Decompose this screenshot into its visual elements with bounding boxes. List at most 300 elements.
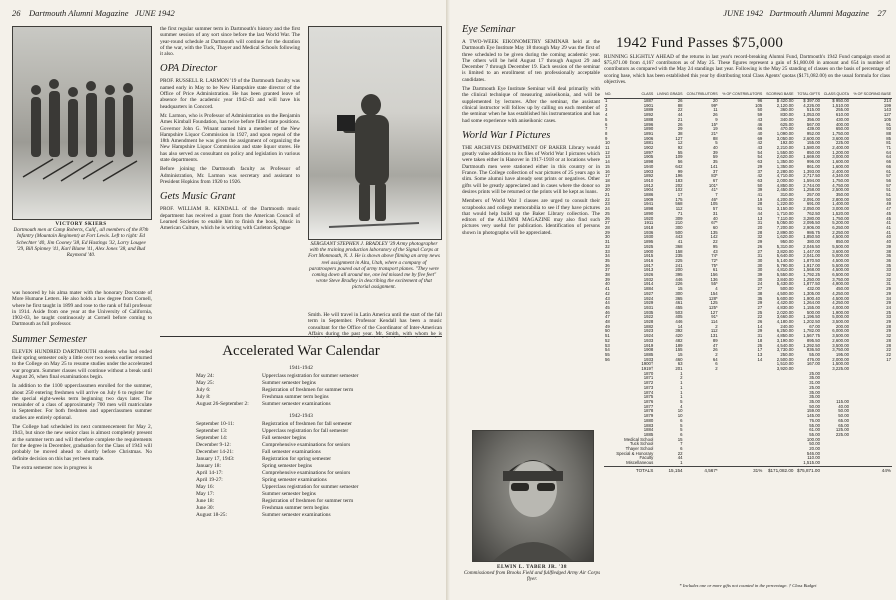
- fund-cell: 1924: [643, 333, 654, 339]
- calendar-event: Registration of freshmen for summer term: [262, 498, 354, 504]
- fund-cell: 18: [605, 177, 610, 183]
- fund-cell: 1919: [643, 342, 654, 348]
- fund-cell: 44: [677, 112, 683, 118]
- fund-cell: 1880: [643, 417, 654, 423]
- fund-cell: 32: [757, 234, 763, 240]
- fund-cell: 39: [605, 276, 610, 282]
- fund-cell: 1,782.00: [803, 328, 821, 334]
- fund-cell: 1884: [643, 427, 654, 433]
- fund-cell: 5,200.00: [832, 220, 849, 226]
- fund-cell: 4,000.00: [832, 304, 849, 310]
- fund-cell: 27: [757, 304, 763, 310]
- fund-cell: 1,520.00: [832, 210, 849, 216]
- fund-cell: 1873: [643, 384, 654, 390]
- calendar-row: [160, 373, 442, 380]
- fund-cell: 1,917.00: [803, 262, 821, 268]
- fund-cell: 199: [883, 102, 891, 108]
- fund-cell: 1882: [643, 323, 654, 329]
- fund-cell: 40: [712, 145, 718, 151]
- calendar-row: [160, 491, 442, 498]
- fund-cell: 201: [675, 366, 683, 372]
- fund-cell: 1,510.00: [776, 361, 794, 367]
- skiers-figures-drawing: [13, 27, 151, 219]
- fund-cell: 19: [605, 182, 610, 188]
- fund-cell: 135: [710, 229, 718, 235]
- fund-cell: 59: [757, 112, 763, 118]
- fund-cell: 850.00: [835, 239, 849, 245]
- fund-cell: 2,050.00: [803, 206, 821, 212]
- calendar-row: [160, 477, 442, 484]
- fund-cell: 1,600.00: [832, 159, 849, 165]
- calendar-event: Comprehensive examinations for seniors: [262, 442, 351, 448]
- fund-cell: 1,568.00: [803, 267, 821, 273]
- honorary-degree-paragraph: was honored by his alma mater with the honorary Doctorate of More Humane Letters. He also holds a law degree from Cornell, where he first taught in 1899 and rose to the rank of full professor in 1914. Aside from one year at the University of California, 1902-03, he taught continuously at Cornell before coming to Dartmouth as full professor.: [12, 290, 152, 328]
- fund-cell: 446: [675, 276, 683, 282]
- calendar-date: April 14-17:: [196, 470, 223, 476]
- fund-cell: 4: [680, 403, 683, 409]
- fund-cell: 22: [757, 314, 763, 320]
- fund-cell: 34: [886, 295, 891, 301]
- fund-cell: 47: [712, 342, 718, 348]
- fund-cell: 28: [886, 337, 891, 343]
- fund-cell: 1904: [643, 187, 654, 193]
- fund-cell: 142: [710, 234, 718, 240]
- war-calendar-title: Accelerated War Calendar: [222, 343, 380, 359]
- fund-cell: 183: [675, 177, 683, 183]
- eye-ww1-column: [462, 24, 600, 424]
- fund-cell: 91: [886, 121, 891, 127]
- fund-cell: 14: [605, 159, 610, 165]
- fund-cell: 476.00: [806, 356, 821, 362]
- fund-cell: 1890: [643, 210, 654, 216]
- ww1-paragraph-1: THE ARCHIVES DEPARTMENT OF BAKER Library would greatly value additions to its files of World War I pictures which were taken either in Hanover in 1917-1918 or at locations where Dartmouth men were stationed either in this country or in France. The College collection of war pictures of 25 years ago is slim. Some alumni have already sent prints or negatives. Other gifts will be greatly appreciated and in cases where the donor so desires prints will be returned or the prints will be kept as loans.: [462, 144, 600, 195]
- fund-cell: 4,500.00: [776, 290, 794, 296]
- fund-cell: 482: [675, 337, 683, 343]
- fund-cell: 31: [757, 333, 763, 339]
- kendall-continued-paragraph: Smith. He will travel in Latin America until the start of the fall term in September. Professor Kendall has been a music consultant for the Office of the Coordinator of Inter-American Affairs during the past year. Mr. Smith, with whom he is: [308, 312, 442, 337]
- fund-cell: 2,041.00: [803, 253, 821, 259]
- fund-cell: 27: [757, 248, 763, 254]
- fund-cell: 20: [757, 224, 763, 230]
- calendar-row: [160, 463, 442, 470]
- fund-cell: 35.00: [809, 375, 821, 381]
- fund-cell: 1: [680, 394, 683, 400]
- fund-cell: 1902: [643, 145, 654, 151]
- fund-cell: 1909: [643, 196, 654, 202]
- fund-cell: 2,000.00: [832, 356, 849, 362]
- fund-cell: 5,000.00: [832, 314, 849, 320]
- fund-cell: 210: [675, 220, 683, 226]
- fund-cell: 55.00: [809, 431, 821, 437]
- fund-cell: 17: [677, 192, 683, 198]
- fund-cell: 64: [886, 149, 891, 155]
- calendar-date: July 6:: [196, 387, 211, 393]
- fund-cell: 145.00: [806, 413, 821, 419]
- eye-paragraph-2: The Dartmouth Eye Institute Seminar will deal primarily with the clinical technique of measuring aniseikonia, and will be supplemented by lectures. After the seminar, the assistant clinical instructor will follow up by calling on each member of the seminar when he has established his instrumentation and has had some experience with aniseikonic cases.: [462, 86, 600, 124]
- fund-cell: 1871: [643, 375, 654, 381]
- fund-cell: 27: [757, 286, 763, 292]
- fund-cell: 55.00: [809, 351, 821, 357]
- fund-cell: 35: [757, 295, 763, 301]
- calendar-event: Fall semester begins: [262, 435, 307, 441]
- fund-cell: 1,600.00: [832, 163, 849, 169]
- fund-cell: 29: [757, 239, 763, 245]
- fund-cell: 500.00: [806, 309, 821, 315]
- fund-cell: 1: [680, 460, 683, 466]
- summer-paragraph-1: ELEVEN HUNDRED DARTMOUTH students who had ended their spring semester only a little over two weeks earlier returned to the College on May 25 to resume studies under the accelerated war program. Summer classes will continue without a break until August 26, when final examinations begin.: [12, 348, 152, 380]
- calendar-event: Freshman summer term begins: [262, 505, 329, 511]
- fund-cell: Tuck School: [629, 441, 654, 447]
- fund-cell: 24: [886, 304, 891, 310]
- fund-cell: 1877: [643, 403, 654, 409]
- fund-cell: 360.00: [780, 107, 794, 113]
- fund-cell: 1924: [643, 295, 654, 301]
- calendar-event: Upperclass registration for summer semester: [262, 484, 359, 490]
- fund-cell: 432.00: [806, 286, 821, 292]
- fund-cell: 5: [680, 422, 683, 428]
- fund-cell: 67: [712, 177, 718, 183]
- fund-cell: 9: [715, 116, 718, 122]
- fund-cell: Thayer School: [625, 446, 654, 452]
- fund-cell: 1901: [643, 102, 654, 108]
- fund-cell: 6,250.00: [832, 224, 849, 230]
- fund-cell: 1,510.00: [832, 102, 849, 108]
- fund-cell: 25: [757, 342, 763, 348]
- fund-cell: 15: [605, 163, 610, 169]
- fund-cell: 196: [675, 173, 683, 179]
- fund-cell: 3,050.00: [776, 135, 794, 141]
- fund-cell: 430.00: [835, 116, 849, 122]
- left-issue-date: JUNE 1942: [134, 8, 175, 18]
- fund-cell: 1927: [643, 290, 654, 296]
- fund-cell: 32: [886, 272, 891, 278]
- calendar-date: August 26-September 2:: [196, 401, 249, 407]
- calendar-event: Upperclass registration for summer semester: [262, 373, 359, 379]
- calendar-event: Upperclass registration for fall semester: [262, 428, 349, 434]
- fund-cell: 2,020.00: [776, 309, 794, 315]
- fund-cell: 25.00: [809, 370, 821, 376]
- fund-cell: 15,154: [654, 466, 683, 473]
- calendar-rows-1941: [160, 373, 442, 408]
- fund-cell: 1883: [643, 422, 654, 428]
- fund-cell: 1912: [643, 182, 654, 188]
- fund-cell: 47: [886, 206, 891, 212]
- fund-cell: 1917: [643, 262, 654, 268]
- calendar-date: January 17, 1943:: [196, 456, 235, 462]
- victory-skiers-photo: [12, 26, 152, 220]
- fund-column-header: SCORING BASE: [763, 92, 794, 99]
- fund-cell: 105: [710, 201, 718, 207]
- fund-cell: 105: [755, 102, 763, 108]
- fund-cell: 50: [886, 196, 891, 202]
- fund-cell: 200: [675, 267, 683, 273]
- fund-cell: 41*: [711, 187, 718, 193]
- fund-cell: 1914: [643, 281, 654, 287]
- fund-cell: 55.00: [809, 422, 821, 428]
- fund-cell: 4,500.00: [832, 234, 849, 240]
- fund-cell: 4,226.00: [803, 102, 821, 108]
- calendar-row: [160, 380, 442, 387]
- fund-cell: 1,393.00: [803, 168, 821, 174]
- fund-cell: 54: [757, 149, 763, 155]
- fund-cell: 1898: [643, 206, 654, 212]
- fund-cell: 5,500.00: [832, 262, 849, 268]
- fund-cell: 1876: [643, 399, 654, 404]
- taber-name: ELWIN L. TABER JR. '38: [497, 564, 567, 570]
- fund-cell: 65.00: [838, 422, 849, 428]
- fund-cell: 3,500.00: [832, 319, 849, 325]
- fund-cell: 26: [677, 98, 683, 103]
- fund-cell: 30: [757, 257, 763, 263]
- calendar-date: September 10-11:: [196, 421, 235, 427]
- fund-cell: 1913: [643, 267, 654, 273]
- fund-cell: 7: [680, 441, 683, 447]
- fund-cell: 235: [675, 253, 683, 259]
- fund-cell: 2,500.00: [776, 356, 794, 362]
- fund-cell: 17: [886, 356, 891, 362]
- fund-cell: 952.00: [806, 130, 821, 136]
- fund-cell: 66: [886, 163, 891, 169]
- summer-continued-paragraph: the first regular summer term in Dartmouth's history and the first summer session of any sort since before the last World War. The year-round schedule at Dartmouth will continue for the duration of the war, with the Tuck, Thayer and Medical Schools following it also.: [160, 26, 300, 58]
- fund-cell: 2,450.00: [776, 187, 794, 193]
- calendar-event: Summer semester begins: [262, 491, 316, 497]
- fund-cell: 131: [710, 333, 718, 339]
- fund-cell: 46: [757, 121, 763, 127]
- fund-cell: 40: [712, 215, 718, 221]
- fund-cell: 1,305.00: [803, 290, 821, 296]
- fund-cell: 37: [712, 168, 718, 174]
- fund-cell: 5,050.00: [776, 220, 794, 226]
- fund-cell: 1890: [643, 126, 654, 132]
- eye-paragraph-1: A TWO-WEEK EIKONOMETRY SEMINAR held at the Dartmouth Eye Institute May 18 through May 29 was the first of three scheduled to be given during the coming academic year. The others will be held August 17 through August 29 and December 7 through December 19. Each session of the seminar is limited to an enrollment of ten professionally acceptable candidates.: [462, 39, 600, 83]
- fund-cell: 1: [680, 384, 683, 390]
- fund-cell: 1,515.00: [803, 460, 821, 466]
- fund-cell: 31%: [719, 466, 764, 473]
- fund-cell: 6,250.00: [776, 328, 794, 334]
- calendar-row: [160, 387, 442, 394]
- fund-cell: 1,877.50: [803, 281, 821, 287]
- calendar-row: [160, 456, 442, 463]
- fund-cell: 57: [712, 206, 718, 212]
- fund-cell: 2,120.00: [776, 102, 794, 108]
- fund-cell: 1930: [643, 234, 654, 240]
- fund-cell: 35: [605, 257, 610, 263]
- fund-cell: 214: [883, 98, 891, 103]
- fund-cell: 368: [675, 243, 683, 249]
- calendar-date: May 17:: [196, 491, 215, 497]
- calendar-date: January 18:: [196, 463, 222, 469]
- fund-cell: 861.00: [806, 163, 821, 169]
- fund-cell: 192.00: [780, 140, 794, 146]
- fund-cell: 3,150.00: [776, 206, 794, 212]
- fund-cell: 500.00: [780, 286, 794, 292]
- fund-cell: 3,000.00: [832, 154, 849, 160]
- fund-cell: 250.00: [780, 351, 794, 357]
- fund-cell: 2,890.00: [776, 229, 794, 235]
- fund-cell: 3,840.00: [776, 276, 794, 282]
- fund-cell: 1881: [643, 140, 654, 146]
- fund-cell: 65.00: [838, 417, 849, 423]
- fund-cell: 29: [886, 290, 891, 296]
- fund-cell: 1936: [643, 229, 654, 235]
- calendar-row: [160, 484, 442, 491]
- fund-cell: 22: [677, 107, 683, 113]
- fund-cell: 1,792.25: [803, 272, 821, 278]
- fund-cell: 3,600.00: [832, 135, 849, 141]
- fund-cell: 30: [757, 262, 763, 268]
- fund-cell: 22: [886, 347, 891, 353]
- fund-cell: 29: [757, 328, 763, 334]
- eye-seminar-heading: Eye Seminar: [462, 24, 516, 35]
- fund-cell: 6: [680, 417, 683, 423]
- fund-cell: 67.00: [809, 323, 821, 329]
- fund-cell: 155.00: [806, 140, 821, 146]
- fund-cell: 2,906.00: [803, 224, 821, 230]
- fund-cell: 446: [675, 319, 683, 325]
- fund-cell: 1,200.00: [832, 149, 849, 155]
- fund-cell: 2,500.00: [832, 187, 849, 193]
- fund-cell: 29: [886, 300, 891, 306]
- fund-cell: 1: [605, 98, 608, 103]
- fund-cell: Faculty: [639, 455, 654, 461]
- fund-cell: Medical School: [624, 436, 654, 442]
- fund-cell: 1898: [643, 159, 654, 165]
- fund-cell: 23: [605, 201, 610, 207]
- opa-paragraph-2: Mr. Larmon, who is Professor of Administration on the Benjamin Ames Kimball Foundation, has twice before filled state positions. Governor John G. Winant named him a member of the New Hampshire Liquor Commission in 1927, and upon repeal of the 18th Amendment he was given the assignment of organizing the New Hampshire Liquor Commission and state liquor stores. He has also served as consultant on policy and legislation in various state departments.: [160, 112, 300, 164]
- fund-cell: 3,225.00: [832, 366, 849, 372]
- fund-cell: 110.00: [807, 455, 821, 461]
- fund-cell: 44%: [850, 466, 892, 473]
- ww1-paragraph-2: Members of World War I classes are urged to consult their scrapbooks and college memorabilia to see if they have pictures that would help build up the Baker Library collection. The editors of the ALUMNI MAGAZINE may also find such pictures very useful for publication. Identification of persons shown in photographs will be appreciated.: [462, 198, 600, 236]
- summer-semester-heading: Summer Semester: [12, 333, 87, 345]
- fund-cell: 3,920.00: [776, 366, 794, 372]
- fund-cell: 28: [757, 201, 763, 207]
- fund-cell: 455: [675, 304, 683, 310]
- fund-cell: 69: [757, 135, 763, 141]
- fund-cell: 43: [605, 295, 610, 301]
- fund-cell: 43: [757, 145, 763, 151]
- fund-cell: 76.00: [809, 417, 821, 423]
- fund-cell: 2,280.00: [776, 168, 794, 174]
- fund-cell: 241: [675, 262, 683, 268]
- fund-cell: 461: [675, 300, 683, 306]
- fund-cell: 51: [886, 187, 891, 193]
- fund-cell: 143: [883, 107, 891, 113]
- fund-cell: 25: [886, 309, 891, 315]
- fund-cell: 1878: [643, 408, 654, 414]
- fund-cell: 40: [757, 130, 763, 136]
- fund-cell: 18: [757, 337, 763, 343]
- fund-cell: 56: [677, 159, 683, 165]
- fund-cell: 128*: [708, 295, 718, 301]
- calendar-row: [160, 421, 442, 428]
- fund-cell: 57: [886, 182, 891, 188]
- fund-cell: 986.75: [806, 229, 821, 235]
- calendar-event: Fall semester examinations: [262, 449, 321, 455]
- fund-cell: 1879: [643, 413, 654, 419]
- fund-cell: 27: [605, 220, 610, 226]
- fund-cell: 13: [757, 215, 763, 221]
- fund-cell: 49: [886, 201, 891, 207]
- fund-cell: 950.00: [780, 239, 794, 245]
- fund-cell: 5,550.00: [776, 272, 794, 278]
- fund-cell: 1,550.00: [776, 149, 794, 155]
- fund-cell: 25: [757, 309, 763, 315]
- fund-cell: 5,310.00: [776, 243, 794, 249]
- fund-cell: 61.00: [809, 427, 821, 433]
- fund-cell: 443: [675, 234, 683, 240]
- bradley-caption-text: SERGEANT STEPHEN J. BRADLEY '39 Army photographer with the training production laboratory of the Signal Corps at Fort Monmouth, N. J. He is shown above filming an army news reel assignment in Alta, Utah, where a company of paratroopers poured out of army transport planes. "They were coming down all around me, one led missed me by five feet" wrote Steve Bradley in describing the excitement of that pictorial assignment.: [308, 241, 440, 291]
- fund-cell: 1: [680, 389, 683, 395]
- fund-cell: 567.00: [806, 121, 821, 127]
- fund-cell: 1915: [643, 253, 654, 259]
- fund-cell: 20: [605, 187, 610, 193]
- fund-cell: 226: [675, 281, 683, 287]
- fund-cell: 1896: [643, 121, 654, 127]
- fund-cell: 1,220.00: [776, 201, 794, 207]
- calendar-event: Summer semester begins: [262, 380, 316, 386]
- fund-intro: RUNNING SLIGHTLY AHEAD of the returns in last year's record-breaking Alumni Fund, Dartmouth's 1942 Fund campaign stood at $75,871.00 from 4,167 contributors as of May 25. These figures represent a gain of $1,800.00 in amount and 654 in number of contributors as compared with the May 24 standings last year. Following is the May 25 standing of classes on the basis of percentage of scoring base, which has been established this year by distributing total Class Agents' quotas ($171,082.00) on the usual formula for class objectives.: [604, 54, 890, 85]
- calendar-event: Registration of freshmen for summer term: [262, 387, 354, 393]
- fund-cell: 15: [677, 351, 683, 357]
- fund-cell: 2: [715, 351, 718, 357]
- fund-cell: 392: [675, 328, 683, 334]
- calendar-row: [160, 512, 442, 519]
- fund-cell: 50.00: [809, 403, 821, 409]
- left-page-number: 26: [12, 8, 21, 18]
- fund-cell: 55: [605, 351, 610, 357]
- calendar-rows-1942: [160, 421, 442, 519]
- fund-cell: 1932: [643, 276, 654, 282]
- fund-cell: 1941: [643, 201, 654, 207]
- fund-cell: 28: [886, 323, 891, 329]
- fund-cell: 6: [605, 121, 608, 127]
- fund-cell: 19: [712, 126, 718, 132]
- fund-cell: 29: [886, 328, 891, 334]
- fund-cell: 1908: [643, 347, 654, 353]
- fund-cell: 1,750.00: [832, 177, 849, 183]
- fund-cell: 1870: [643, 370, 654, 376]
- fund-cell: 35: [886, 262, 891, 268]
- fund-cell: 57: [886, 173, 891, 179]
- fund-cell: 12: [605, 149, 610, 155]
- fund-cell: 45: [605, 304, 610, 310]
- fund-cell: 93: [886, 126, 891, 132]
- fund-cell: 500: [675, 229, 683, 235]
- column-3-text: [308, 312, 442, 338]
- bradley-photo: [308, 26, 442, 240]
- fund-cell: 22: [712, 239, 718, 245]
- fund-cell: 28: [605, 224, 610, 230]
- music-grant-heading: Gets Music Grant: [160, 191, 236, 203]
- fund-cell: 8: [605, 130, 608, 136]
- ww1-pictures-heading: World War I Pictures: [462, 129, 551, 141]
- fund-cell: 4,200.00: [776, 196, 794, 202]
- fund-cell: 125*: [708, 304, 718, 310]
- taber-caption: [462, 564, 602, 594]
- opa-paragraph-3: Before joining the Dartmouth faculty as Professor of Administration, Mr. Larmon was secretary and assistant to President Hopkins from 1920 to 1926.: [160, 166, 300, 185]
- fund-cell: 159.00: [806, 408, 821, 414]
- fund-cell: 42: [605, 290, 610, 296]
- fund-cell: 50.00: [838, 408, 849, 414]
- fund-cell: 59: [712, 154, 718, 160]
- calendar-row: [160, 435, 442, 442]
- fund-cell: 380.00: [806, 239, 821, 245]
- fund-cell: 1,053.00: [803, 112, 821, 118]
- fund-cell: 38: [886, 248, 891, 254]
- fund-cell: 88: [712, 135, 718, 141]
- fund-cell: 35.00: [809, 389, 821, 395]
